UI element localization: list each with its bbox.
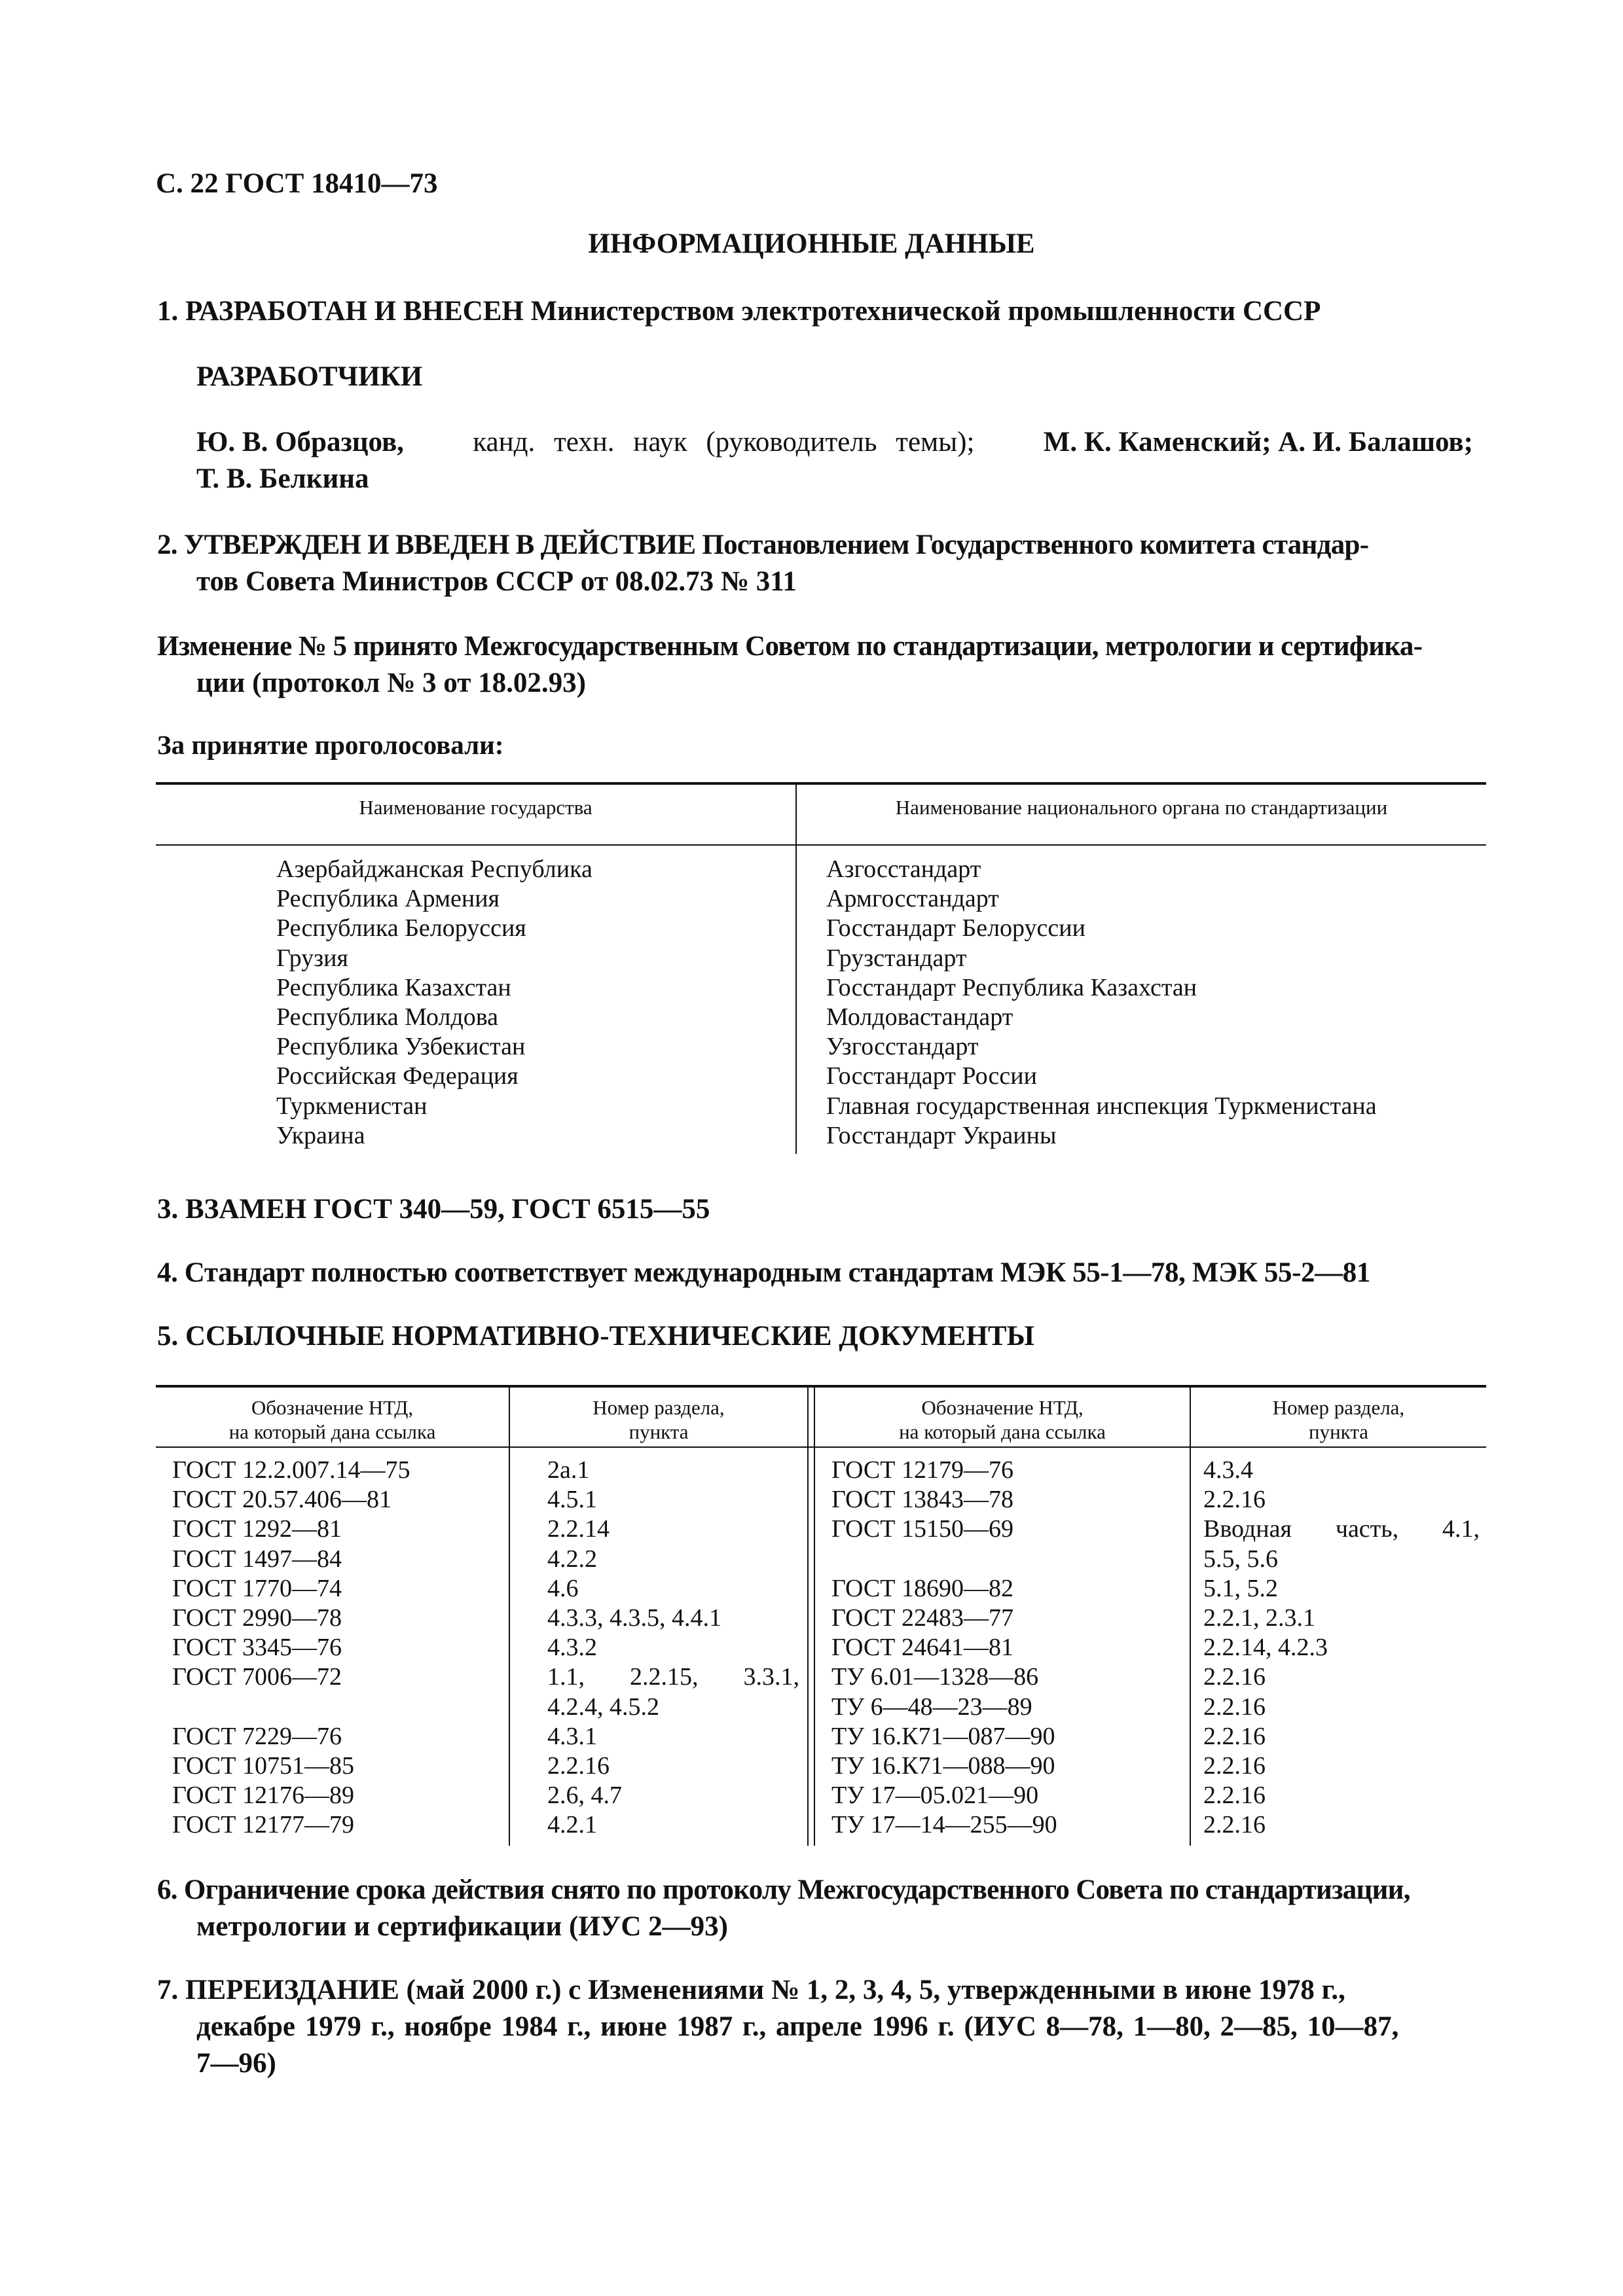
developer-2-names: М. К. Каменский; А. И. Балашов; [1043,427,1473,457]
vote-body-cell: Главная государственная инспекция Туркменистана [826,1092,1377,1120]
section-1 [157,293,1321,330]
ref-doc-cell: ТУ 16.К71—088—90 [831,1752,1055,1780]
section-2-line-2: тов Совета Министров СССР от 08.02.73 № 311 [196,566,797,597]
ref-section-cell: 2.2.16 [1203,1782,1266,1810]
ref-doc-cell: ГОСТ 1497—84 [172,1545,342,1573]
ref-doc-cell: ТУ 17—05.021—90 [831,1782,1039,1810]
ref-doc-cell [172,1693,410,1722]
ref-section-cell: 2а.1 [547,1456,590,1484]
ref-left-secs-column [547,1456,799,1840]
ref-section-cell: 4.5.1 [547,1486,597,1514]
ref-section-cell: 2.2.16 [547,1752,610,1780]
ref-section-cell: 4.6 [547,1574,579,1602]
ref-table-divider-1 [509,1386,510,1846]
developers-heading: РАЗРАБОТЧИКИ [196,361,423,392]
ref-doc-cell: ТУ 6.01—1328—86 [831,1663,1039,1691]
ref-header-doc-left-line-2: на который дана ссылка [228,1420,436,1443]
vote-body-cell: Азгосстандарт [826,855,981,883]
vote-state-cell: Украина [276,1121,365,1149]
developer-3-name: Т. В. Белкина [196,463,369,494]
ref-doc-cell: ТУ 6—48—23—89 [831,1693,1032,1721]
ref-right-docs-column [831,1456,1057,1840]
ref-section-cell: 2.6, 4.7 [547,1782,622,1810]
ref-header-doc-right [815,1395,1190,1444]
section-6-line-2: метрологии и сертификации (ИУС 2—93) [196,1911,728,1942]
ref-table-header-rule [156,1446,1486,1448]
ref-doc-cell: ГОСТ 12.2.007.14—75 [172,1456,410,1484]
ref-section-cell: 2.2.16 [1203,1722,1266,1750]
ref-doc-cell: ГОСТ 12176—89 [172,1782,354,1810]
vote-body-cell: Госстандарт Республика Казахстан [826,973,1197,1001]
ref-table-divider-3 [1190,1386,1191,1846]
section-7-line-3: 7—96) [196,2048,276,2079]
section-5: 5. ССЫЛОЧНЫЕ НОРМАТИВНО-ТЕХНИЧЕСКИЕ ДОКУМЕНТЫ [157,1321,1034,1352]
vote-body-cell: Молдовастандарт [826,1003,1013,1031]
ref-section-cell: 2.2.16 [1203,1811,1266,1839]
voted-label: За принятие проголосовали: [157,730,504,760]
section-7-line-2: декабре 1979 г., ноябре 1984 г., июне 1987 г., апреле 1996 г. (ИУС 8—78, 1—80, 2—85, 10—87, [196,2011,1399,2042]
ref-section-cell: 4.2.2 [547,1545,597,1573]
ref-doc-cell: ГОСТ 7229—76 [172,1722,342,1750]
ref-section-cell: 2.2.16 [1203,1693,1266,1721]
ref-header-sec-left [510,1395,807,1444]
vote-body-cell: Армгосстандарт [826,885,999,913]
ref-doc-cell: ГОСТ 1292—81 [172,1515,342,1543]
ref-header-doc-left-line-1: Обозначение НТД, [251,1396,414,1419]
vote-body-cell: Госстандарт Белоруссии [826,914,1085,942]
amendment-line-2: ции (протокол № 3 от 18.02.93) [196,668,586,698]
ref-doc-cell: ГОСТ 3345—76 [172,1634,342,1662]
ref-section-cell: 2.2.14 [547,1515,610,1543]
ref-table-top-rule [156,1385,1486,1388]
vote-state-cell: Туркменистан [276,1092,428,1120]
ref-section-cell: 2.2.16 [1203,1663,1266,1691]
ref-section-cell: Вводная часть, 4.1, [1203,1515,1480,1543]
vote-body-cell: Грузстандарт [826,944,967,972]
vote-states-column [276,855,593,1151]
section-4: 4. Стандарт полностью соответствует международным стандартам МЭК 55-1—78, МЭК 55-2—81 [157,1257,1370,1288]
section-2-line-1: 2. УТВЕРЖДЕН И ВВЕДЕН В ДЕЙСТВИЕ Постановлением Государственного комитета стандар- [157,529,1369,560]
vote-state-cell: Грузия [276,944,348,972]
section-3: 3. ВЗАМЕН ГОСТ 340—59, ГОСТ 6515—55 [157,1194,710,1225]
ref-doc-cell: ГОСТ 12179—76 [831,1456,1013,1484]
developer-1-role: канд. техн. наук (руководитель темы); [473,427,975,457]
ref-section-cell: 2.2.16 [1203,1752,1266,1780]
ref-section-cell: 5.1, 5.2 [1203,1574,1278,1602]
ref-section-cell: 4.2.1 [547,1811,597,1839]
vote-state-cell: Республика Молдова [276,1003,499,1031]
ref-doc-cell: ГОСТ 15150—69 [831,1515,1013,1543]
vote-state-cell: Республика Белоруссия [276,914,526,942]
ref-section-cell: 4.3.1 [547,1722,597,1750]
page-title: ИНФОРМАЦИОННЫЕ ДАННЫЕ [588,228,1035,259]
ref-doc-cell: ГОСТ 1770—74 [172,1574,342,1602]
ref-doc-cell: ГОСТ 2990—78 [172,1604,342,1632]
vote-bodies-column [826,855,1377,1151]
ref-header-sec-left-line-2: пункта [629,1420,689,1443]
ref-doc-cell: ТУ 17—14—255—90 [831,1811,1057,1839]
vote-state-cell: Республика Казахстан [276,973,511,1001]
ref-doc-cell: ГОСТ 10751—85 [172,1752,354,1780]
ref-header-doc-right-line-1: Обозначение НТД, [921,1396,1084,1419]
ref-table-divider-2a [807,1386,809,1846]
ref-header-sec-right [1191,1395,1486,1444]
vote-body-cell: Госстандарт Украины [826,1121,1057,1149]
ref-doc-cell: ГОСТ 7006—72 [172,1663,342,1691]
ref-doc-cell: ГОСТ 22483—77 [831,1604,1013,1632]
developers-line [196,424,1473,461]
ref-section-cell: 1.1, 2.2.15, 3.3.1, [547,1663,799,1691]
page-header: С. 22 ГОСТ 18410—73 [156,168,438,199]
ref-section-cell: 2.2.1, 2.3.1 [1203,1604,1315,1632]
ref-header-doc-right-line-2: на который дана ссылка [899,1420,1106,1443]
ref-doc-cell: ГОСТ 24641—81 [831,1634,1013,1662]
vote-body-cell: Госстандарт России [826,1062,1037,1090]
vote-state-cell: Азербайджанская Республика [276,855,593,883]
ref-section-cell: 4.2.4, 4.5.2 [547,1693,659,1721]
vote-header-body: Наименование национального органа по стандартизации [895,796,1388,819]
vote-state-cell: Российская Федерация [276,1062,519,1090]
ref-section-cell: 5.5, 5.6 [1203,1545,1278,1573]
ref-header-sec-right-line-1: Номер раздела, [1272,1396,1405,1419]
ref-header-doc-left [156,1395,509,1444]
section-7-line-1: 7. ПЕРЕИЗДАНИЕ (май 2000 г.) с Изменениями № 1, 2, 3, 4, 5, утвержденными в июне 1978 г., [157,1975,1345,2005]
ref-left-docs-column [172,1456,410,1840]
ref-header-sec-left-line-1: Номер раздела, [593,1396,725,1419]
amendment-line-1: Изменение № 5 принято Межгосударственным Советом по стандартизации, метрологии и сертифика- [157,631,1423,662]
vote-body-cell: Узгосстандарт [826,1033,979,1061]
ref-section-cell: 4.3.4 [1203,1456,1253,1484]
ref-doc-cell: ГОСТ 20.57.406—81 [172,1486,392,1514]
ref-section-cell: 2.2.14, 4.2.3 [1203,1634,1328,1662]
section-1-label: 1. РАЗРАБОТАН И ВНЕСЕН [157,296,524,327]
vote-table-header-rule [156,844,1486,846]
vote-table-divider [795,783,797,1154]
developer-1-name: Ю. В. Образцов, [196,427,404,457]
vote-header-state: Наименование государства [359,796,593,819]
ref-header-sec-right-line-2: пункта [1308,1420,1369,1443]
ref-doc-cell: ГОСТ 18690—82 [831,1574,1013,1602]
vote-state-cell: Республика Армения [276,885,500,913]
ref-table-divider-2b [814,1386,815,1846]
ref-section-cell: 2.2.16 [1203,1486,1266,1514]
section-6-line-1: 6. Ограничение срока действия снято по протоколу Межгосударственного Совета по стандартизации, [157,1874,1410,1905]
ref-doc-cell: ГОСТ 13843—78 [831,1486,1013,1514]
ref-doc-cell [831,1545,1057,1574]
vote-table-top-rule [156,782,1486,785]
ref-doc-cell: ГОСТ 12177—79 [172,1811,354,1839]
vote-state-cell: Республика Узбекистан [276,1033,526,1061]
ref-section-cell: 4.3.3, 4.3.5, 4.4.1 [547,1604,721,1632]
section-1-text: Министерством электротехнической промышленности СССР [530,296,1321,327]
ref-section-cell: 4.3.2 [547,1634,597,1662]
ref-right-secs-column [1203,1456,1480,1840]
ref-doc-cell: ТУ 16.К71—087—90 [831,1722,1055,1750]
